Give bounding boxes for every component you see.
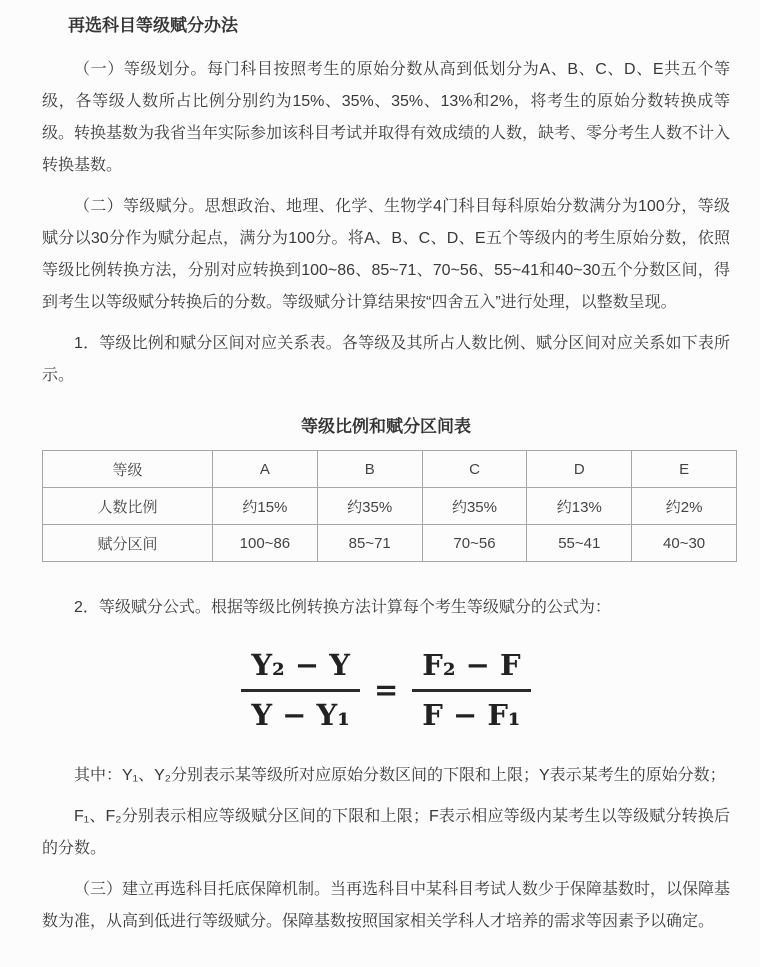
table-cell: 55~41 bbox=[527, 525, 632, 562]
table-cell: 约35% bbox=[422, 488, 527, 525]
right-fraction-numerator: F₂ − F bbox=[412, 650, 530, 692]
table-cell: 约2% bbox=[632, 488, 737, 525]
paragraph-grade-division: （一）等级划分。每门科目按照考生的原始分数从高到低划分为A、B、C、D、E共五个等级，各等级人数所占比例分别约为15%、35%、35%、13%和2%，将考生的原始分数转换成等级。转换基数为我省当年实际参加该科目考试并取得有效成绩的人数，缺考、零分考生人数不计入转换基数。 bbox=[42, 61, 731, 174]
left-fraction-denominator: Y − Y₁ bbox=[251, 698, 350, 732]
table-cell: 40~30 bbox=[632, 525, 737, 562]
table-cell: 70~56 bbox=[422, 525, 527, 562]
paragraph-y-definition: 其中：Y₁、Y₂分别表示某等级所对应原始分数区间的下限和上限；Y表示某考生的原始分数； bbox=[74, 767, 726, 784]
table-row-grade bbox=[43, 451, 737, 488]
equals-sign: = bbox=[373, 673, 399, 707]
table-cell: 100~86 bbox=[213, 525, 318, 562]
table-cell: A bbox=[213, 451, 318, 488]
table-cell: 约35% bbox=[317, 488, 422, 525]
page-title: 再选科目等级赋分办法 bbox=[68, 16, 238, 35]
paragraph-table-intro: 1．等级比例和赋分区间对应关系表。各等级及其所占人数比例、赋分区间对应关系如下表所示。 bbox=[42, 335, 730, 384]
table-cell: 等级 bbox=[43, 451, 213, 488]
right-fraction-denominator: F − F₁ bbox=[422, 698, 521, 732]
table-cell: 赋分区间 bbox=[43, 525, 213, 562]
table-cell: 约13% bbox=[527, 488, 632, 525]
right-fraction bbox=[412, 650, 530, 730]
paragraph-formula-intro: 2．等级赋分公式。根据等级比例转换方法计算每个考生等级赋分的公式为： bbox=[74, 599, 611, 616]
paragraph-f-definition: F₁、F₂分别表示相应等级赋分区间的下限和上限；F表示相应等级内某考生以等级赋分转换后的分数。 bbox=[42, 808, 730, 857]
table-cell: E bbox=[632, 451, 737, 488]
table-cell: 85~71 bbox=[317, 525, 422, 562]
paragraph-grade-scoring: （二）等级赋分。思想政治、地理、化学、生物学4门科目每科原始分数满分为100分，等级赋分以30分作为赋分起点，满分为100分。将A、B、C、D、E五个等级内的考生原始分数，依照等级比例转换方法，分别对应转换到100~86、85~71、70~56、55~41和40~30五个分数区间，得到考生以等级赋分转换后的分数。等级赋分计算结果按“四舍五入”进行处理，以整数呈现。 bbox=[42, 198, 730, 311]
table-cell: B bbox=[317, 451, 422, 488]
table-title: 等级比例和赋分区间表 bbox=[301, 417, 471, 436]
paragraph-guarantee-mechanism: （三）建立再选科目托底保障机制。当再选科目中某科目考试人数少于保障基数时，以保障基数为准，从高到低进行等级赋分。保障基数按照国家相关学科人才培养的需求等因素予以确定。 bbox=[42, 881, 731, 930]
table-cell: 人数比例 bbox=[43, 488, 213, 525]
table-cell: 约15% bbox=[213, 488, 318, 525]
grade-ratio-table bbox=[42, 450, 737, 562]
grade-conversion-formula bbox=[42, 650, 730, 730]
table-row-ratio bbox=[43, 488, 737, 525]
table-row-score-range bbox=[43, 525, 737, 562]
left-fraction-numerator: Y₂ − Y bbox=[241, 650, 360, 692]
left-fraction bbox=[241, 650, 360, 730]
table-cell: C bbox=[422, 451, 527, 488]
table-cell: D bbox=[527, 451, 632, 488]
